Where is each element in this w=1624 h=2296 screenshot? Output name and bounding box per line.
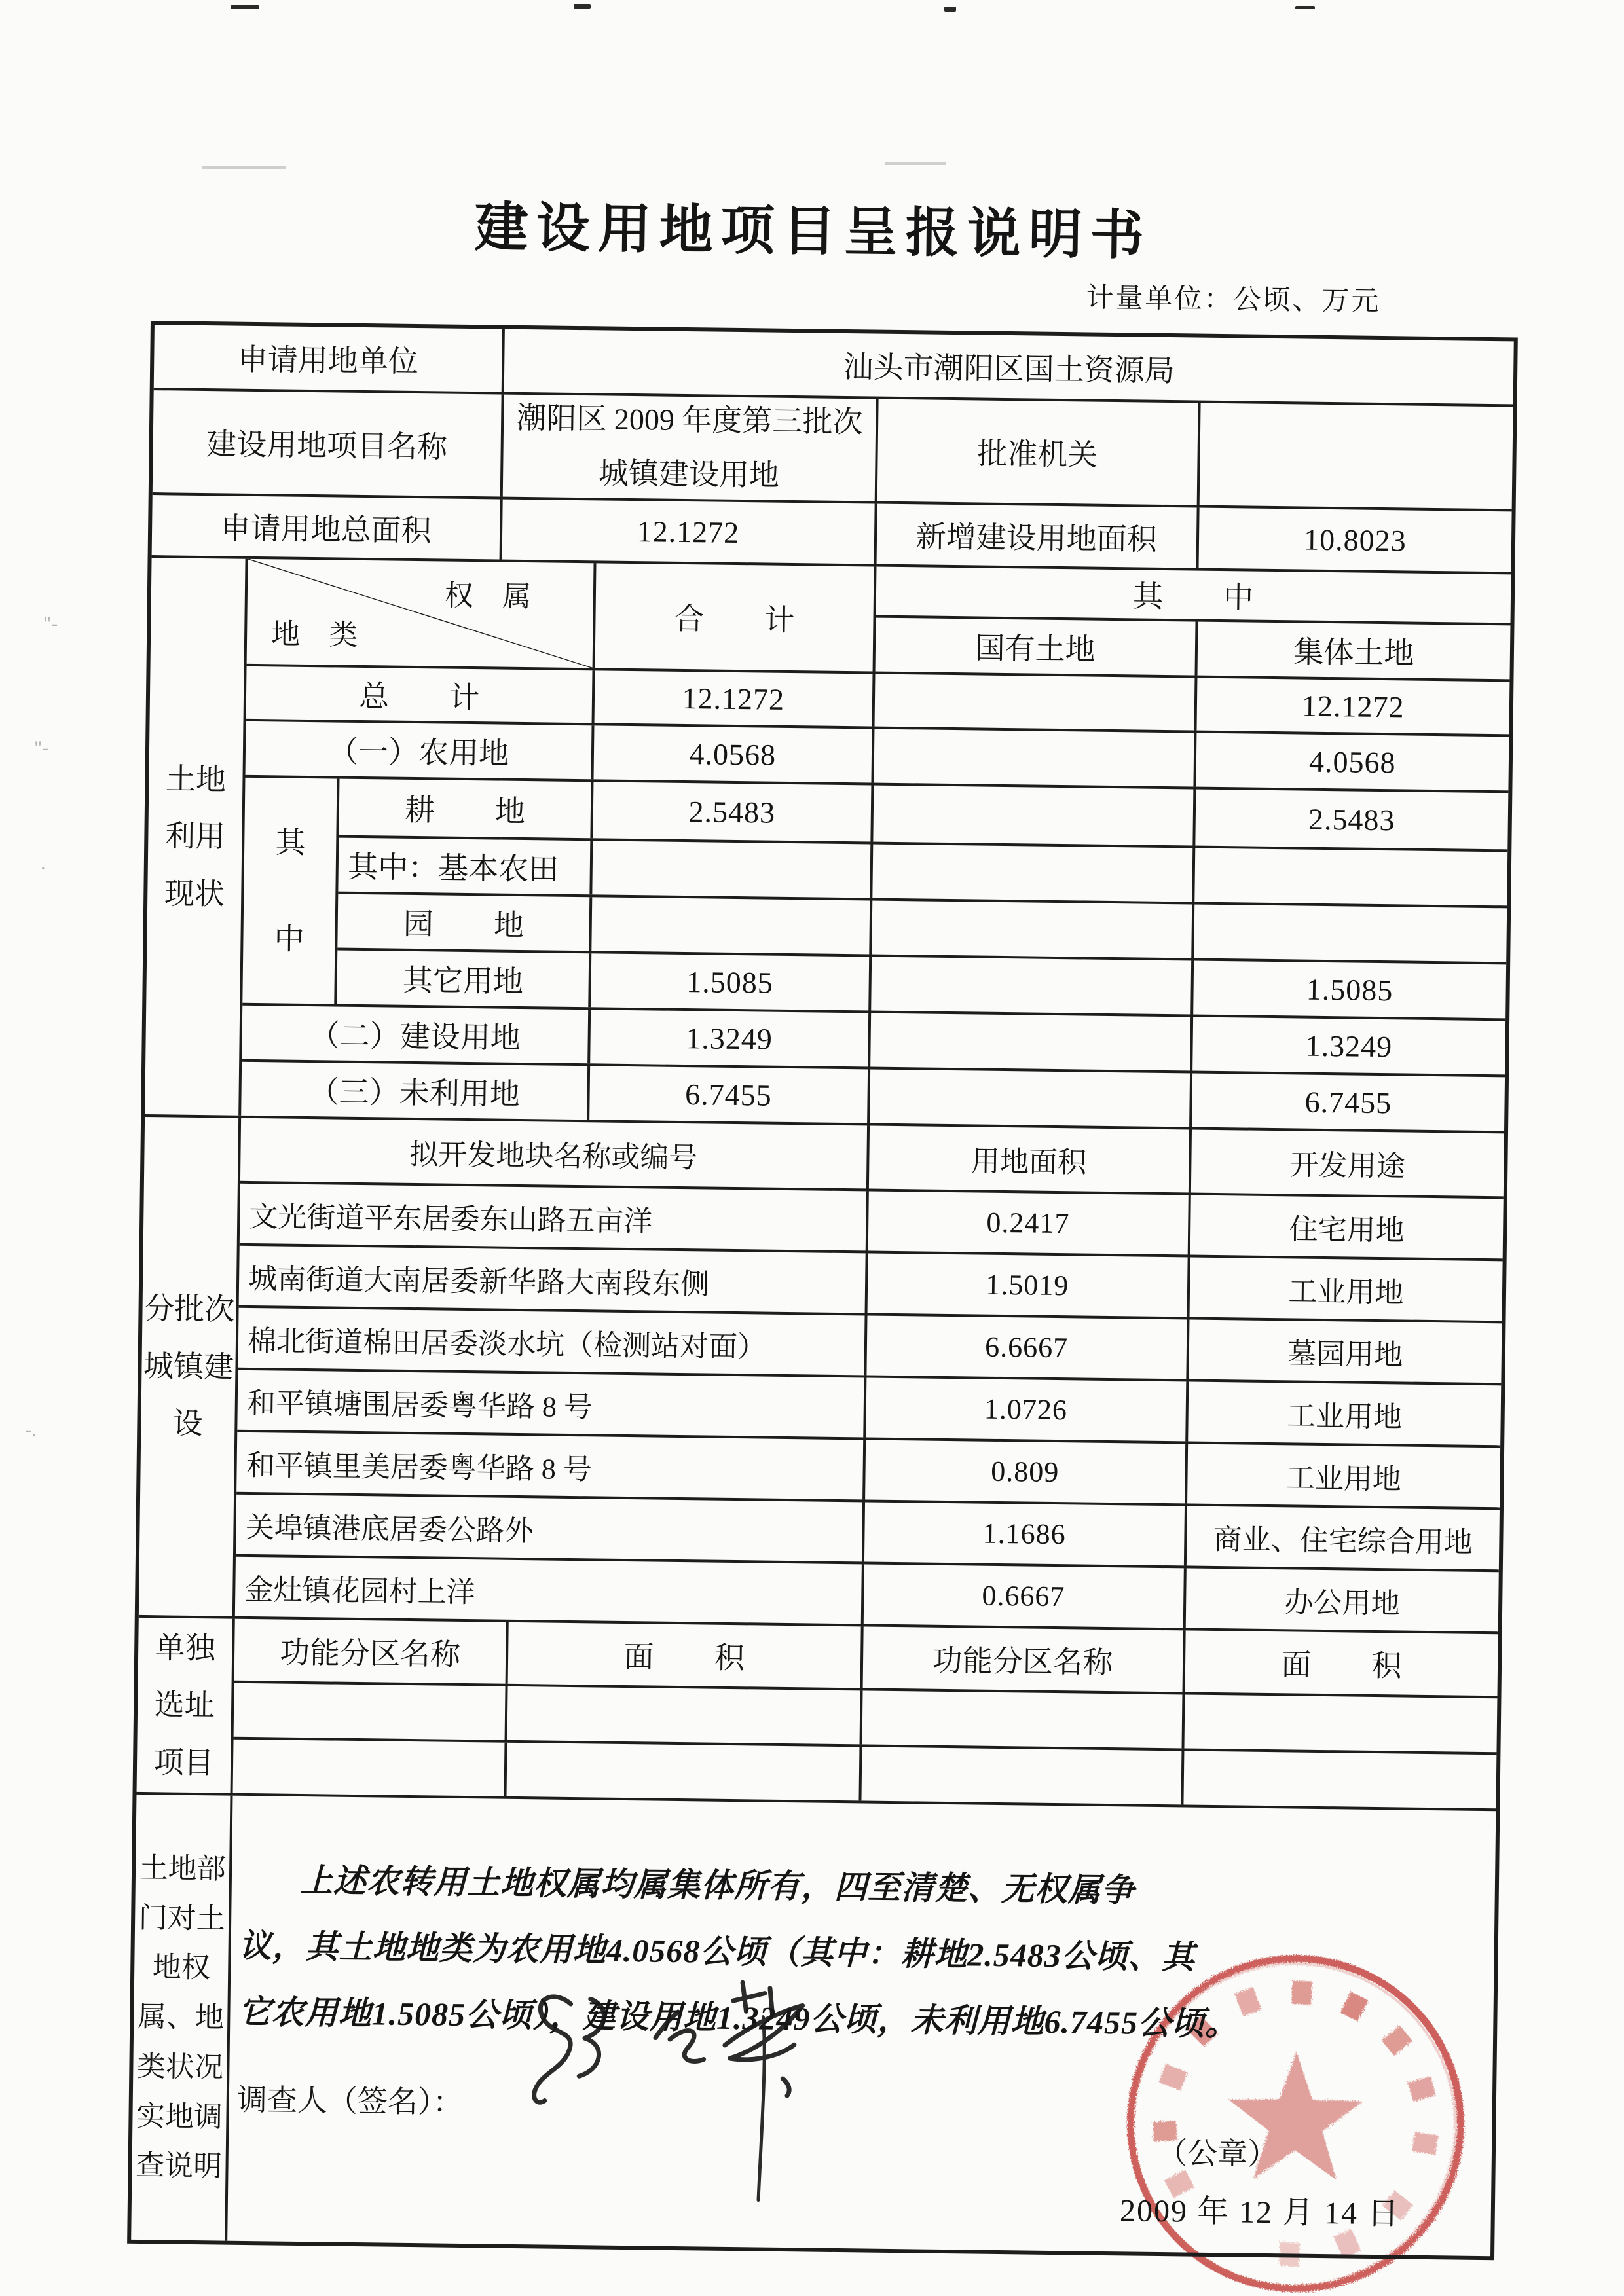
plot-name: 和平镇塘围居委粤华路 8 号: [238, 1370, 866, 1438]
land-row-name: 总 计: [246, 666, 595, 723]
col-among-group: [875, 567, 1511, 680]
plot-name: 和平镇里美居委粤华路 8 号: [236, 1432, 865, 1500]
col-zone-area-header: 面 积: [1281, 1648, 1402, 1683]
pencil-mark: "-: [43, 613, 58, 634]
new-area-value: 10.8023: [1303, 522, 1407, 557]
land-row-name: （三）未利用地: [241, 1062, 590, 1120]
pencil-mark: -.: [25, 1419, 37, 1441]
land-row-state-value: [874, 729, 1196, 787]
plot-area: 0.6667: [863, 1564, 1186, 1628]
col-zone-area-header: 面 积: [507, 1622, 863, 1688]
plot-area: 1.0726: [866, 1377, 1189, 1441]
zone-area: [1184, 1694, 1497, 1752]
new-area-label: 新增建设用地面积: [876, 504, 1199, 568]
plot-name: 棉北街道棉田居委淡水坑（检测站对面）: [238, 1308, 867, 1376]
surveyor-signature: [490, 1964, 834, 2217]
land-row-collective-value: 4.0568: [1308, 744, 1396, 779]
land-row-total-value: 4.0568: [594, 725, 874, 782]
approval-authority-label: 批准机关: [877, 399, 1200, 505]
plot-area: 1.1686: [864, 1502, 1187, 1565]
project-name-value: 潮阳区 2009 年度第三批次 城镇建设用地: [503, 395, 879, 501]
land-row-collective-value: [1194, 848, 1507, 906]
plot-use: 商业、住宅综合用地: [1213, 1523, 1473, 1559]
plot-use: 墓园用地: [1287, 1337, 1403, 1371]
zone-area: [506, 1743, 862, 1801]
col-zone-name-header: 功能分区名称: [862, 1626, 1185, 1692]
land-row-total-value: [592, 841, 873, 898]
plot-name: 关埠镇港底居委公路外: [236, 1495, 864, 1562]
land-use-section-label: 土地利用现状: [145, 558, 248, 1116]
plot-use: 办公用地: [1284, 1586, 1400, 1620]
seal-placeholder-label: （公章）: [1156, 2136, 1278, 2172]
land-row-name: 园 地: [338, 894, 593, 951]
section-survey-statement: [131, 1792, 1496, 2256]
section-batch-construction: [139, 1114, 1504, 1631]
applicant-value: 汕头市潮阳区国土资源局: [843, 350, 1175, 388]
zone-name: [234, 1683, 508, 1740]
land-row-name: 其它用地: [337, 951, 592, 1008]
col-plot-area-header: 用地面积: [868, 1126, 1191, 1193]
land-row-state-value: [873, 786, 1196, 846]
land-use-header-row: [247, 559, 1511, 680]
land-row-total-value: 1.5085: [591, 953, 872, 1010]
col-among-header: 其 中: [876, 567, 1511, 626]
survey-body: [227, 1796, 1496, 2257]
land-row-name: 耕 地: [339, 779, 594, 839]
plot-use: 工业用地: [1286, 1399, 1403, 1433]
land-row-collective-value: 2.5483: [1308, 802, 1395, 837]
land-row-total-value: [591, 897, 872, 954]
plot-area: 0.2417: [868, 1191, 1190, 1254]
zone-name: [861, 1747, 1184, 1804]
page-title: 建设用地项目呈报说明书: [474, 198, 1153, 266]
total-area-label: 申请用地总面积: [152, 495, 503, 560]
land-row-total-value: 2.5483: [593, 782, 874, 841]
plot-name: 文光街道平东居委东山路五亩洋: [240, 1184, 868, 1251]
zone-name: [233, 1740, 507, 1796]
land-row-collective-value: 1.5085: [1306, 972, 1393, 1007]
land-row-state-value: [871, 957, 1194, 1015]
land-among-subsection: [242, 775, 1508, 1019]
section-standalone-projects: [137, 1615, 1498, 1808]
land-row-total-value: 1.3249: [590, 1010, 870, 1066]
pencil-mark: "-: [34, 737, 49, 759]
land-row-collective-value: 6.7455: [1304, 1085, 1392, 1120]
applicant-label: 申请用地单位: [154, 325, 505, 392]
land-row-state-value: [874, 674, 1197, 731]
land-row-state-value: [870, 1070, 1192, 1127]
land-row-name: 其中：基本农田: [339, 838, 593, 895]
diagonal-header-cell: [247, 559, 597, 668]
plot-area: 0.809: [865, 1440, 1188, 1503]
zone-area: [507, 1686, 862, 1745]
plot-use: 住宅用地: [1289, 1212, 1405, 1247]
land-row-collective-value: 1.3249: [1305, 1029, 1393, 1063]
col-zone-name-header: 功能分区名称: [234, 1619, 509, 1684]
zone-area: [1183, 1751, 1496, 1808]
project-name-label: 建设用地项目名称: [153, 390, 504, 497]
col-total-header: 合 计: [595, 563, 876, 671]
row-project-name: [153, 388, 1513, 509]
plot-area: 6.6667: [866, 1315, 1189, 1379]
section-basic-info: [152, 325, 1514, 572]
corner-ownership-label: 权 属: [444, 579, 532, 613]
land-row-total-value: 6.7455: [589, 1066, 870, 1123]
land-row-state-value: [872, 901, 1194, 958]
unit-note: 计量单位：公顷、万元: [1086, 283, 1381, 317]
plot-use: 工业用地: [1285, 1461, 1402, 1495]
main-table: [127, 321, 1518, 2260]
survey-date: 2009 年 12 月 14 日: [1119, 2193, 1401, 2232]
survey-note: 上述农转用土地权属均属集体所有，四至清楚、无权属争 议，其土地地类为农用地4.0568公顷（其中：耕地2.5483公顷、其 它农用地1.5085公顷），建设用地1.3249公顷，未利用地6.7455公顷。: [238, 1861, 1239, 2043]
col-state-owned-header: 国有土地: [875, 618, 1198, 676]
land-row-total-value: 12.1272: [595, 670, 875, 726]
land-row-state-value: [872, 845, 1195, 902]
zone-name: [862, 1690, 1185, 1748]
scan-speck: [1295, 6, 1315, 9]
plot-name: 城南街道大南居委新华路大南段东侧: [239, 1246, 868, 1313]
among-vertical-label: 其中: [242, 778, 339, 1004]
col-plot-name-header: 拟开发地块名称或编号: [240, 1118, 869, 1189]
col-plot-use-header: 开发用途: [1289, 1149, 1406, 1183]
land-row-name: （二）建设用地: [242, 1006, 591, 1063]
section-land-use: [145, 555, 1511, 1131]
land-row-name: （一）农用地: [246, 721, 595, 779]
corner-landtype-label: 地 类: [271, 618, 358, 651]
total-area-value: 12.1272: [502, 500, 877, 564]
land-row-collective-value: [1194, 905, 1507, 962]
batch-section-label: 分批次城镇建设: [139, 1117, 241, 1616]
surveyor-signature-label: 调查人（签名）：: [236, 2083, 464, 2120]
survey-section-label: 土地部 门对土 地权 属、地 类状况 实地调 查说明: [131, 1795, 232, 2241]
col-collective-header: 集体土地: [1293, 635, 1414, 670]
land-row-collective-value: 12.1272: [1301, 689, 1405, 723]
approval-authority-value: [1199, 403, 1513, 509]
plot-name: 金灶镇花园村上洋: [235, 1557, 864, 1624]
land-row-state-value: [870, 1013, 1193, 1071]
standalone-section-label: 单独选址项目: [137, 1618, 235, 1793]
plot-area: 1.5019: [867, 1253, 1190, 1317]
plot-use: 工业用地: [1288, 1275, 1404, 1309]
pencil-mark: .: [41, 852, 46, 874]
